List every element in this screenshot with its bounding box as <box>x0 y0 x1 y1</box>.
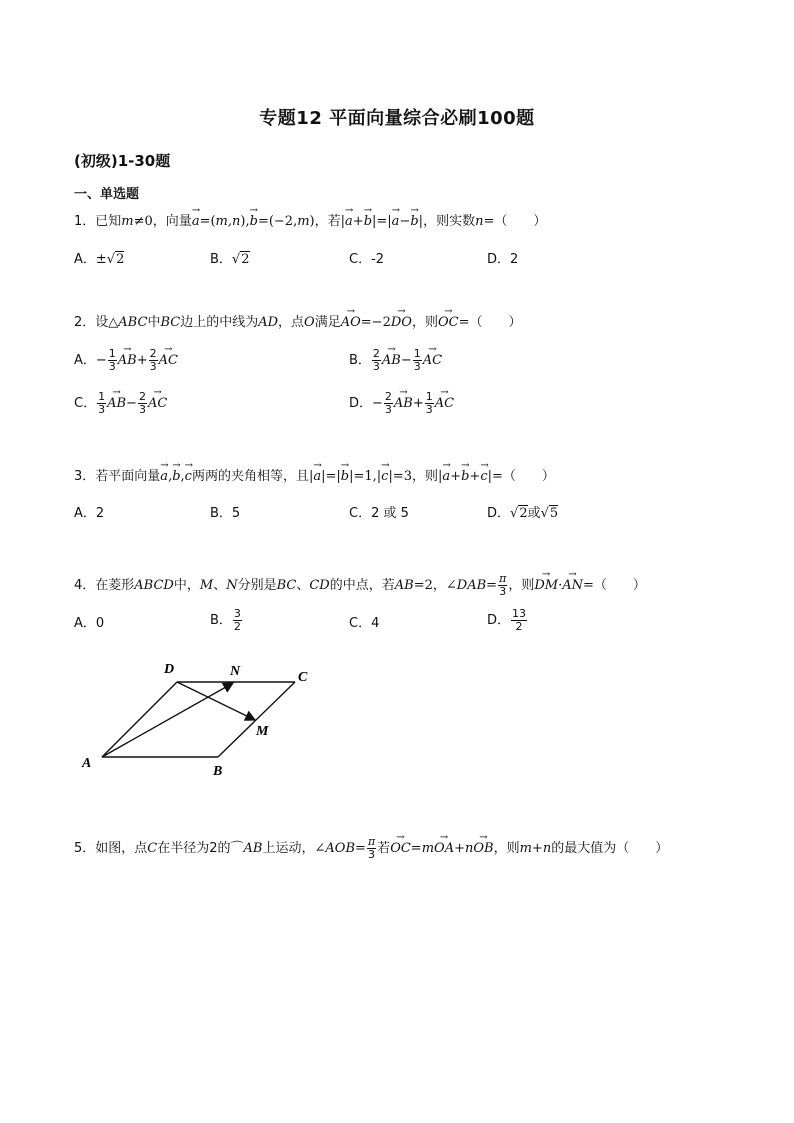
page-subtitle: (初级)1-30题 <box>74 152 171 170</box>
rhombus-figure <box>80 655 340 789</box>
question-5: 5．如图，点C在半径为2的⌒AB上运动，∠AOB= $\frac{\pi}{3}$ 若→ OC=m→ OA+n→ OB，则m+n的最大值为（ ） <box>74 836 668 861</box>
q4-option-b: B． $\frac{3}{2}$ <box>210 607 241 633</box>
q4-option-d: D． $\frac{13}{2}$ <box>487 607 527 633</box>
question-2: 2．设△ABC中BC边上的中线为AD，点O满足→ AO=−2→ DO，则→ OC=（ ） <box>74 313 521 333</box>
q1-option-b: B．√2 <box>210 252 250 267</box>
q2-option-b: B． $\frac{2}{3}$ → AB− $\frac{1}{3}$ → AC <box>349 348 442 373</box>
vector-dm <box>177 682 255 720</box>
label-d: D <box>164 662 175 677</box>
q2-option-d: D．− $\frac{2}{3}$ → AB+ $\frac{1}{3}$ → AC <box>349 391 454 416</box>
q3-option-a: A．2 <box>74 506 105 521</box>
q1-option-a: A．±√2 <box>74 252 125 267</box>
q2-option-a: A．− $\frac{1}{3}$ → AB+ $\frac{2}{3}$ → AC <box>74 348 178 373</box>
q4-option-c: C．4 <box>349 616 380 631</box>
q1-option-c: C．-2 <box>349 252 385 267</box>
label-n: N <box>230 664 241 679</box>
rhombus-diagram <box>80 655 340 785</box>
page-title: 专题12 平面向量综合必刷100题 <box>259 108 535 129</box>
question-3: 3．若平面向量→ a,→ b,→ c两两的夹角相等，且|→ a|=|→ b|=1,|→ c|=3，则|→ a+→ b+→ c|=（ ） <box>74 467 555 487</box>
q3-option-b: B．5 <box>210 506 241 521</box>
side-da <box>102 682 177 757</box>
q3-option-d: D．√2或√5 <box>487 506 559 521</box>
section-heading: 一、单选题 <box>74 187 140 202</box>
label-m: M <box>256 724 269 739</box>
label-c: C <box>298 670 308 685</box>
side-bc <box>218 682 295 757</box>
vector-an <box>102 683 233 757</box>
q4-option-a: A．0 <box>74 616 105 631</box>
q2-option-c: C． $\frac{1}{3}$ → AB− $\frac{2}{3}$ → AC <box>74 391 167 416</box>
q1-option-d: D．2 <box>487 252 519 267</box>
label-a: A <box>82 756 92 771</box>
label-b: B <box>213 764 223 779</box>
q3-option-c: C．2 或 5 <box>349 506 409 521</box>
question-4: 4．在菱形ABCD中，M、N分别是BC、CD的中点，若AB=2，∠DAB= $\frac{\pi}{3}$ ，则→ DM·→ AN=（ ） <box>74 573 646 598</box>
question-1: 1．已知m≠0，向量→ a=(m,n),→ b=(−2,m)，若|→ a+→ b|=|→ a−→ b|，则实数n=（ ） <box>74 212 546 232</box>
